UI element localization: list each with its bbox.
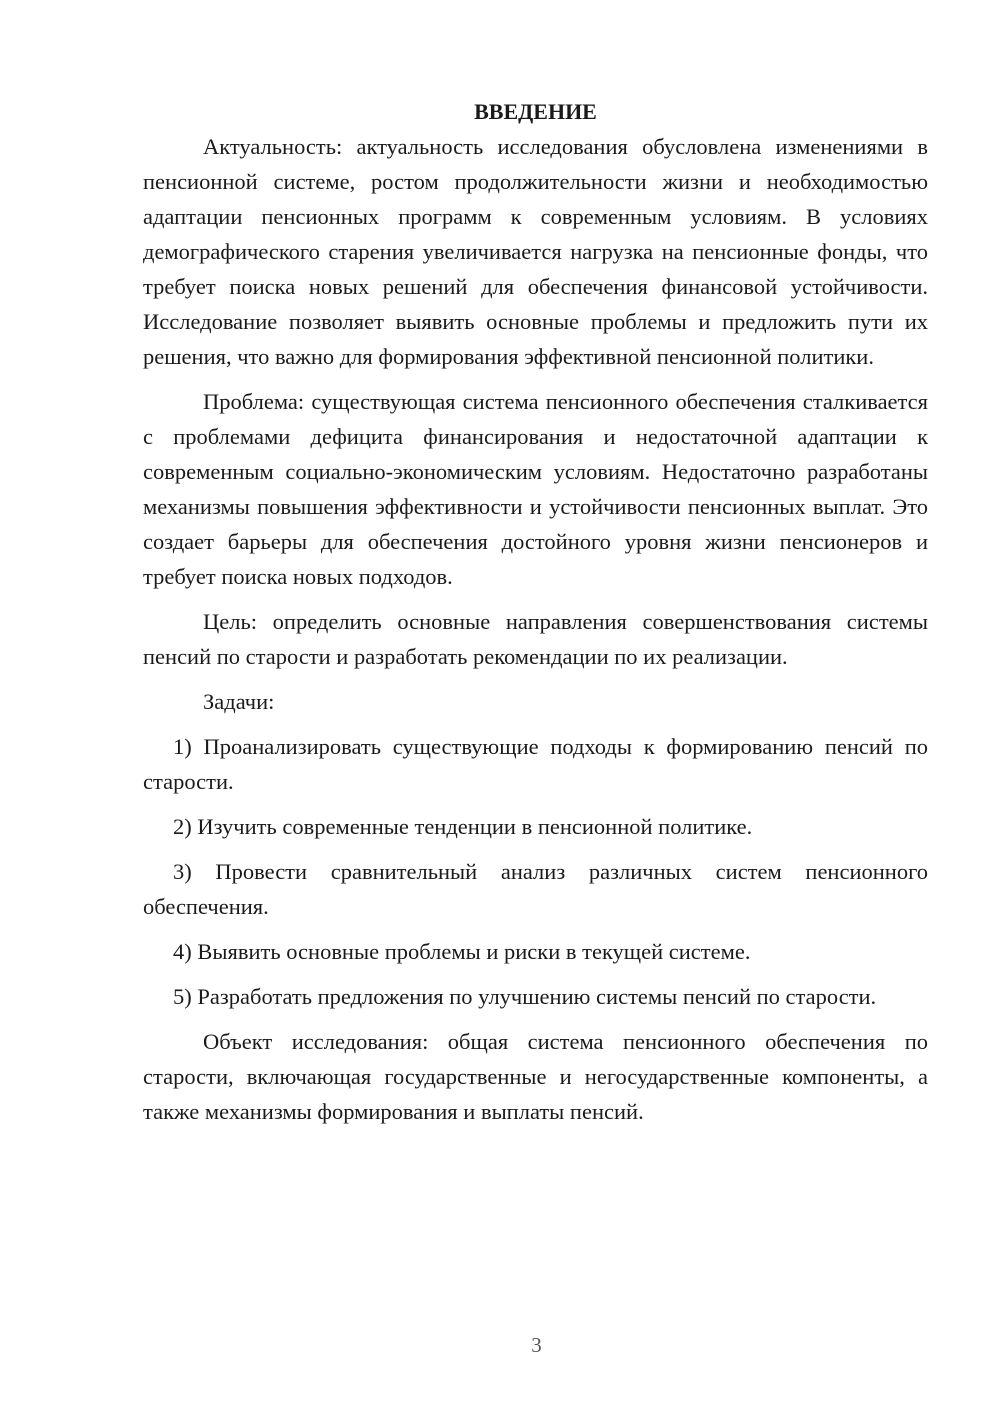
object-paragraph: Объект исследования: общая система пенсионного обеспечения по старости, включающая государственные и негосударственные компоненты, а также механизмы формирования и выплаты пенсий. <box>143 1029 928 1124</box>
task-item: 1) Проанализировать существующие подходы к формированию пенсий по старости. <box>143 734 928 794</box>
page-number: 3 <box>531 1333 542 1357</box>
page-body <box>143 94 928 1139</box>
task-item: 5) Разработать предложения по улучшению системы пенсий по старости. <box>173 984 877 1009</box>
problem-paragraph: Проблема: существующая система пенсионного обеспечения сталкивается с проблемами дефицита финансирования и недостаточной адаптации к современным социально-экономическим условиям. Недостаточно разработаны механизмы повышения эффективности и устойчивости пенсионных выплат. Это создает барьеры для обеспечения достойного уровня жизни пенсионеров и требует поиска новых подходов. <box>143 389 928 589</box>
task-item: 3) Провести сравнительный анализ различных систем пенсионного обеспечения. <box>143 859 928 919</box>
tasks-list <box>143 729 928 1014</box>
goal-paragraph: Цель: определить основные направления совершенствования системы пенсий по старости и разработать рекомендации по их реализации. <box>143 609 928 669</box>
task-item: 2) Изучить современные тенденции в пенсионной политике. <box>173 814 753 839</box>
tasks-label: Задачи: <box>203 689 275 714</box>
page-title: ВВЕДЕНИЕ <box>474 99 597 124</box>
task-item: 4) Выявить основные проблемы и риски в текущей системе. <box>173 939 751 964</box>
relevance-paragraph: Актуальность: актуальность исследования обусловлена изменениями в пенсионной системе, ростом продолжительности жизни и необходимостью адаптации пенсионных программ к современным условиям. В условиях демографического старения увеличивается нагрузка на пенсионные фонды, что требует поиска новых решений для обеспечения финансовой устойчивости. Исследование позволяет выявить основные проблемы и предложить пути их решения, что важно для формирования эффективной пенсионной политики. <box>143 134 928 369</box>
